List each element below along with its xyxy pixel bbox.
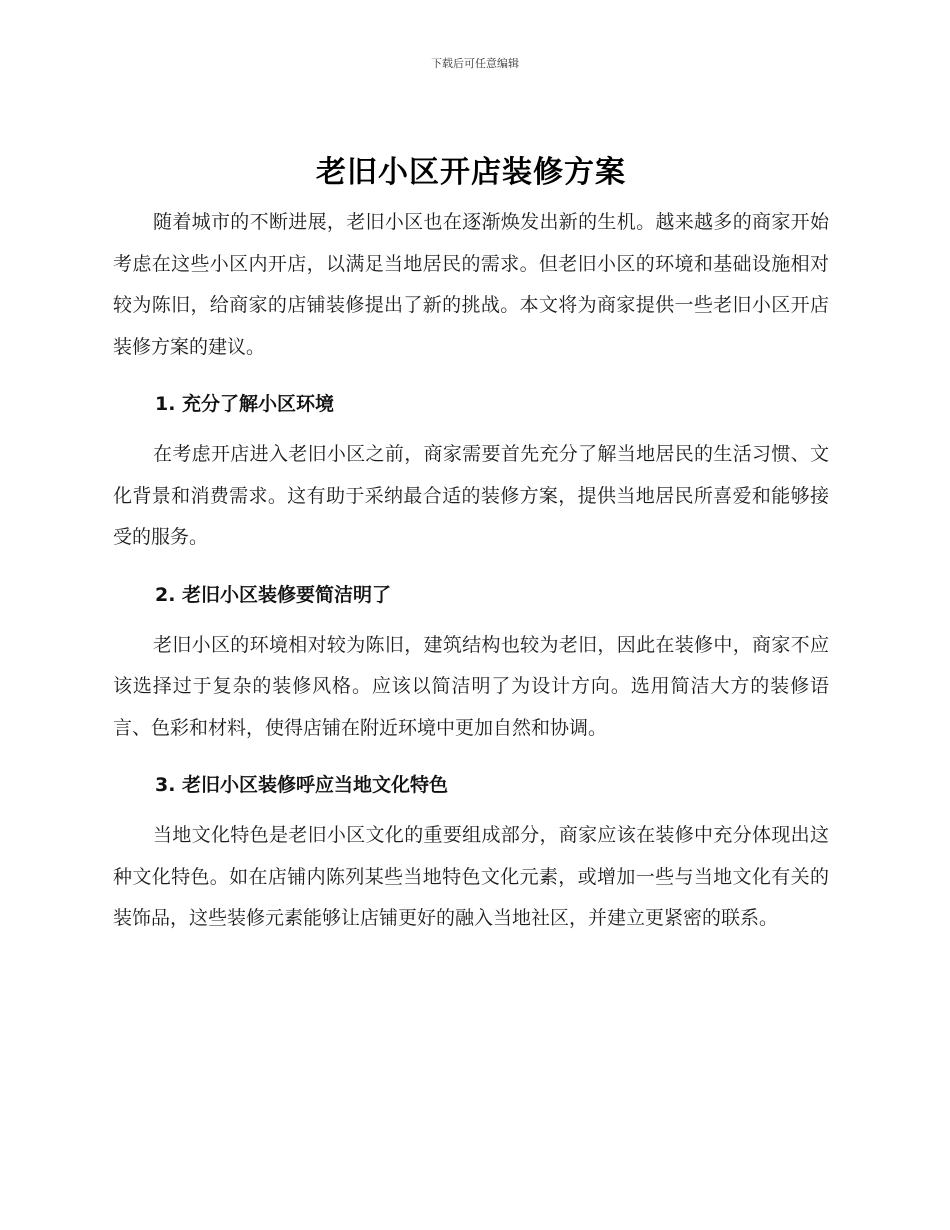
document-body bbox=[113, 150, 829, 940]
section-heading-1: 1. 充分了解小区环境 bbox=[155, 393, 335, 415]
intro-paragraph: 随着城市的不断进展，老旧小区也在逐渐焕发出新的生机。越来越多的商家开始考虑在这些小区内开店，以满足当地居民的需求。但老旧小区的环境和基础设施相对较为陈旧，给商家的店铺装修提出了新的挑战。本文将为商家提供一些老旧小区开店装修方案的建议。 bbox=[113, 211, 829, 358]
section-heading-2: 2. 老旧小区装修要简洁明了 bbox=[155, 583, 392, 606]
section-body-3: 当地文化特色是老旧小区文化的重要组成部分，商家应该在装修中充分体现出这种文化特色。如在店铺内陈列某些当地特色文化元素，或增加一些与当地文化有关的装饰品，这些装修元素能够让店铺更好的融入当地社区，并建立更紧密的联系。 bbox=[113, 824, 829, 929]
section-heading-3: 3. 老旧小区装修呼应当地文化特色 bbox=[155, 774, 449, 796]
document-title: 老旧小区开店装修方案 bbox=[316, 155, 626, 190]
section-body-1: 在考虑开店进入老旧小区之前，商家需要首先充分了解当地居民的生活习惯、文化背景和消费需求。这有助于采纳最合适的装修方案，提供当地居民所喜爱和能够接受的服务。 bbox=[113, 443, 829, 548]
section-body-2: 老旧小区的环境相对较为陈旧，建筑结构也较为老旧，因此在装修中，商家不应该选择过于复杂的装修风格。应该以简洁明了为设计方向。选用简洁大方的装修语言、色彩和材料，使得店铺在附近环境中更加自然和协调。 bbox=[113, 633, 829, 739]
header-note: 下载后可任意编辑 bbox=[431, 57, 519, 70]
